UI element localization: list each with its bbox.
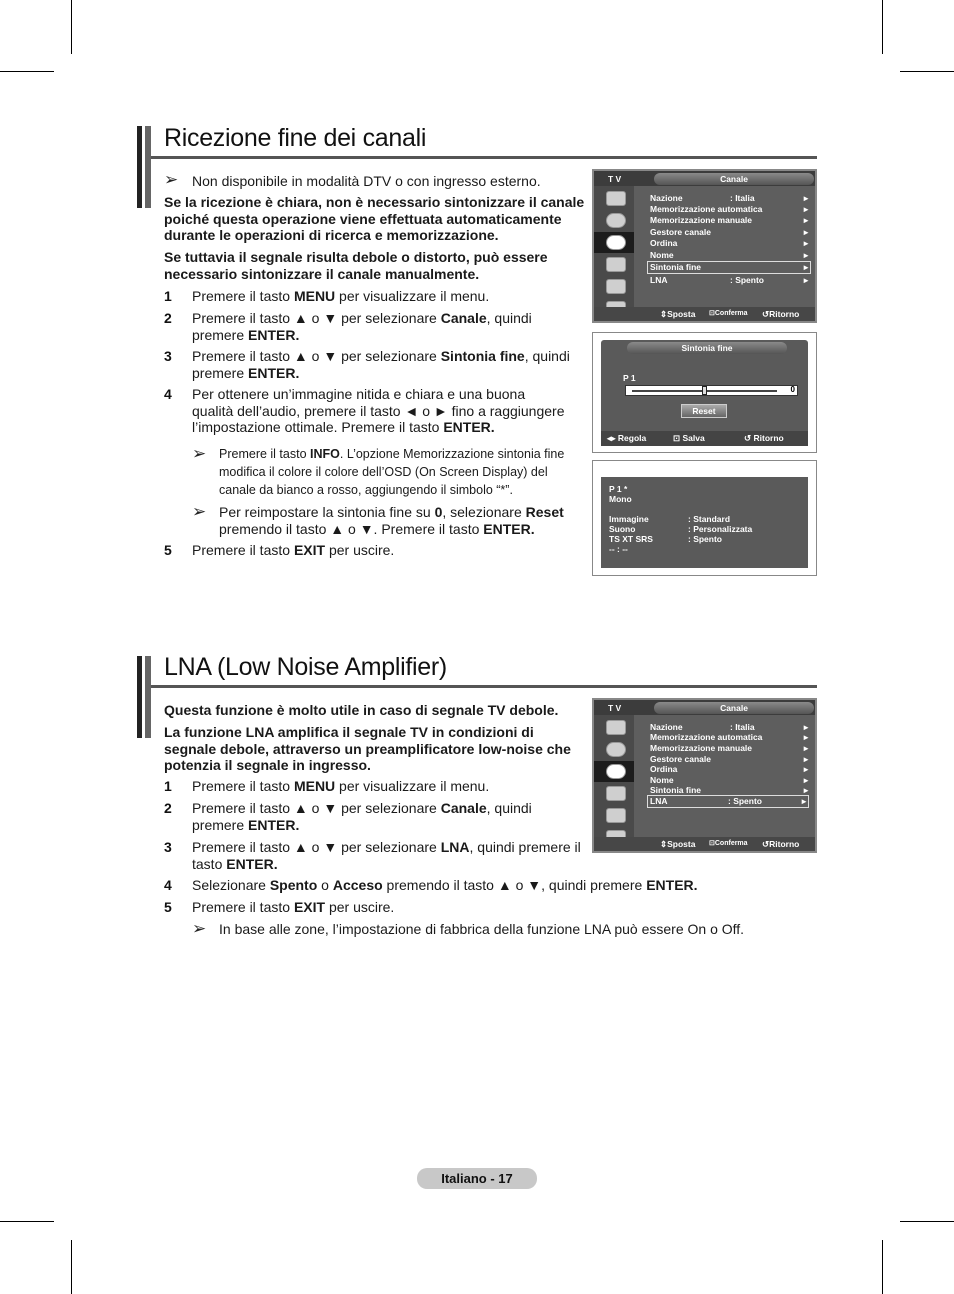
step-number: 1	[164, 288, 172, 304]
osd-move-hint: ⇕ Sposta	[660, 839, 696, 849]
osd-menu-item[interactable]: Memorizzazione manuale ►	[650, 215, 810, 225]
step-number: 1	[164, 778, 172, 794]
intro-paragraph: Se tuttavia il segnale risulta debole o distorto, può essere necessario sintonizzare il canale manualmente.	[164, 249, 548, 282]
osd-setup-icon[interactable]	[594, 254, 634, 275]
osd-menu-item[interactable]: Ordina ►	[650, 238, 810, 248]
info-channel: P 1 *	[609, 484, 628, 494]
page-number-badge: Italiano - 17	[417, 1168, 537, 1189]
step-text: Premere il tasto MENU per visualizzare il menu.	[192, 288, 490, 304]
crop-mark	[0, 71, 54, 72]
step-text: Selezionare Spento o Acceso premendo il tasto ▲ o ▼, quindi premere ENTER.	[192, 877, 698, 893]
osd-menu-item[interactable]: Sintonia fine ►	[650, 785, 810, 795]
osd-channel-icon[interactable]	[594, 232, 634, 253]
osd-menu-item[interactable]: Gestore canale ►	[650, 227, 810, 237]
info-value: : Personalizzata	[688, 524, 753, 534]
step-text: Premere il tasto ▲ o ▼ per selezionare LNA, quindi premere il tasto ENTER.	[192, 839, 581, 872]
fine-tune-handle[interactable]	[702, 386, 707, 395]
step-number: 2	[164, 800, 172, 816]
crop-mark	[882, 0, 883, 54]
intro-paragraph: La funzione LNA amplifica il segnale TV in condizioni di segnale debole, attraverso un preamplificatore low-noise che potenzia il segnale in ingresso.	[164, 724, 571, 773]
osd-menu-item[interactable]: Memorizzazione automatica ►	[650, 732, 810, 742]
osd-title: Canale	[654, 702, 814, 714]
step-text: Premere il tasto EXIT per uscire.	[192, 542, 395, 558]
osd-menu-item[interactable]: Memorizzazione automatica ►	[650, 204, 810, 214]
step-number: 4	[164, 386, 172, 402]
info-label: Suono	[609, 524, 636, 534]
osd-footer	[594, 307, 815, 321]
step-text: Premere il tasto ▲ o ▼ per selezionare Canale, quindi premere ENTER.	[192, 310, 532, 343]
intro-paragraph: Se la ricezione è chiara, non è necessario sintonizzare il canale poiché questa operazione viene effettuata automaticamente durante le operazioni di ricerca e memorizzazione.	[164, 194, 585, 243]
osd-tv-label: T V	[608, 174, 622, 184]
note-arrow-icon: ➢	[164, 170, 179, 189]
osd-setup-icon[interactable]	[594, 783, 634, 804]
step-number: 2	[164, 310, 172, 326]
section-rule	[151, 685, 817, 688]
osd-header	[594, 171, 815, 186]
osd-menu-item[interactable]: Nome ►	[650, 250, 810, 260]
osd-header	[594, 700, 815, 715]
section-rule	[151, 156, 817, 159]
osd-canale-menu	[593, 170, 816, 322]
note-text: Per reimpostare la sintonia fine su 0, selezionare Reset premendo il tasto ▲ o ▼. Premere il tasto ENTER.	[219, 504, 564, 537]
info-time: -- : --	[609, 544, 628, 554]
step-number: 5	[164, 899, 172, 915]
osd-input-icon[interactable]	[594, 276, 634, 297]
osd-sidebar	[594, 715, 634, 837]
section-bar	[137, 126, 151, 208]
step-text: Premere il tasto ▲ o ▼ per selezionare Canale, quindi premere ENTER.	[192, 800, 532, 833]
osd-menu-item[interactable]: Gestore canale ►	[650, 754, 810, 764]
osd-confirm-hint: ⊡ Conferma	[709, 310, 748, 317]
reset-button[interactable]: Reset	[681, 404, 727, 418]
step-text: Premere il tasto MENU per visualizzare il menu.	[192, 778, 490, 794]
osd-picture-icon[interactable]	[594, 717, 634, 738]
note-text: Non disponibile in modalità DTV o con ingresso esterno.	[192, 173, 541, 189]
step-number: 5	[164, 542, 172, 558]
step-text: Per ottenere un’immagine nitida e chiara e una buona qualità dell’audio, premere il tasto ◄ o ► fino a raggiungere l’impostazione ottimale. Premere il tasto ENTER.	[192, 386, 565, 435]
osd-channel: P 1	[623, 373, 636, 383]
osd-sound-icon[interactable]	[594, 739, 634, 760]
osd-info-frame	[592, 460, 817, 576]
note-text: Premere il tasto INFO. L’opzione Memorizzazione sintonia fine modifica il colore il colore dell’OSD (On Screen Display) del canale da bianco a rosso, aggiungendo il simbolo “*”.	[219, 447, 565, 497]
step-number: 3	[164, 348, 172, 364]
note-arrow-icon: ➢	[192, 444, 207, 463]
osd-title: Sintonia fine	[627, 342, 787, 354]
osd-sidebar	[594, 186, 634, 307]
section-bar	[137, 656, 151, 738]
osd-info-panel	[601, 477, 808, 568]
osd-canale-lna-frame	[592, 698, 817, 853]
osd-menu-item[interactable]: LNA : Spento ►	[650, 275, 810, 285]
fine-tune-slider[interactable]	[625, 385, 798, 396]
osd-back-hint: ↺ Ritorno	[762, 839, 800, 849]
osd-adjust-hint: ◂▸ Regola	[607, 433, 647, 443]
osd-channel-icon[interactable]	[594, 761, 634, 782]
info-label: TS XT SRS	[609, 534, 653, 544]
note-text: In base alle zone, l’impostazione di fabbrica della funzione LNA può essere On o Off.	[219, 921, 745, 937]
osd-menu-item[interactable]: Memorizzazione manuale ►	[650, 743, 810, 753]
section-title: Ricezione fine dei canali	[164, 124, 427, 152]
crop-mark	[900, 71, 954, 72]
osd-back-hint: ↺ Ritorno	[744, 433, 784, 443]
crop-mark	[71, 1240, 72, 1294]
crop-mark	[882, 1240, 883, 1294]
note-arrow-icon: ➢	[192, 919, 207, 938]
crop-mark	[0, 1221, 54, 1222]
step-text: Premere il tasto ▲ o ▼ per selezionare Sintonia fine, quindi premere ENTER.	[192, 348, 570, 381]
osd-picture-icon[interactable]	[594, 188, 634, 209]
osd-footer	[594, 837, 815, 851]
osd-canale-frame	[592, 169, 817, 323]
section-title: LNA (Low Noise Amplifier)	[164, 653, 447, 681]
osd-sintonia-panel	[601, 340, 808, 446]
osd-menu-item[interactable]: Nazione : Italia ►	[650, 722, 810, 732]
info-value: : Standard	[688, 514, 731, 524]
crop-mark	[900, 1221, 954, 1222]
info-audio: Mono	[609, 494, 632, 504]
crop-mark	[71, 0, 72, 54]
info-value: : Spento	[688, 534, 722, 544]
fine-tune-value: 0	[790, 385, 795, 394]
osd-save-hint: ⊡ Salva	[673, 433, 705, 443]
osd-title: Canale	[654, 173, 814, 185]
osd-input-icon[interactable]	[594, 805, 634, 826]
osd-sintonia-frame	[592, 332, 817, 453]
osd-canale-menu	[593, 699, 816, 852]
osd-footer	[601, 431, 808, 446]
step-number: 4	[164, 877, 172, 893]
osd-menu-item[interactable]: Nazione : Italia ►	[650, 193, 810, 203]
osd-confirm-hint: ⊡ Conferma	[709, 840, 748, 847]
osd-menu-item[interactable]: Ordina ►	[650, 764, 810, 774]
step-number: 3	[164, 839, 172, 855]
osd-move-hint: ⇕ Sposta	[660, 309, 696, 319]
osd-tv-label: T V	[608, 703, 622, 713]
step-text: Premere il tasto EXIT per uscire.	[192, 899, 395, 915]
osd-menu-item[interactable]: Nome ►	[650, 775, 810, 785]
osd-menu-item-selected[interactable]: Sintonia fine ►	[650, 262, 810, 272]
note-arrow-icon: ➢	[192, 502, 207, 521]
osd-sound-icon[interactable]	[594, 210, 634, 231]
intro-paragraph: Questa funzione è molto utile in caso di segnale TV debole.	[164, 702, 559, 718]
osd-back-hint: ↺ Ritorno	[762, 309, 800, 319]
info-label: Immagine	[609, 514, 649, 524]
osd-menu-item-selected[interactable]: LNA : Spento ►	[650, 796, 808, 806]
